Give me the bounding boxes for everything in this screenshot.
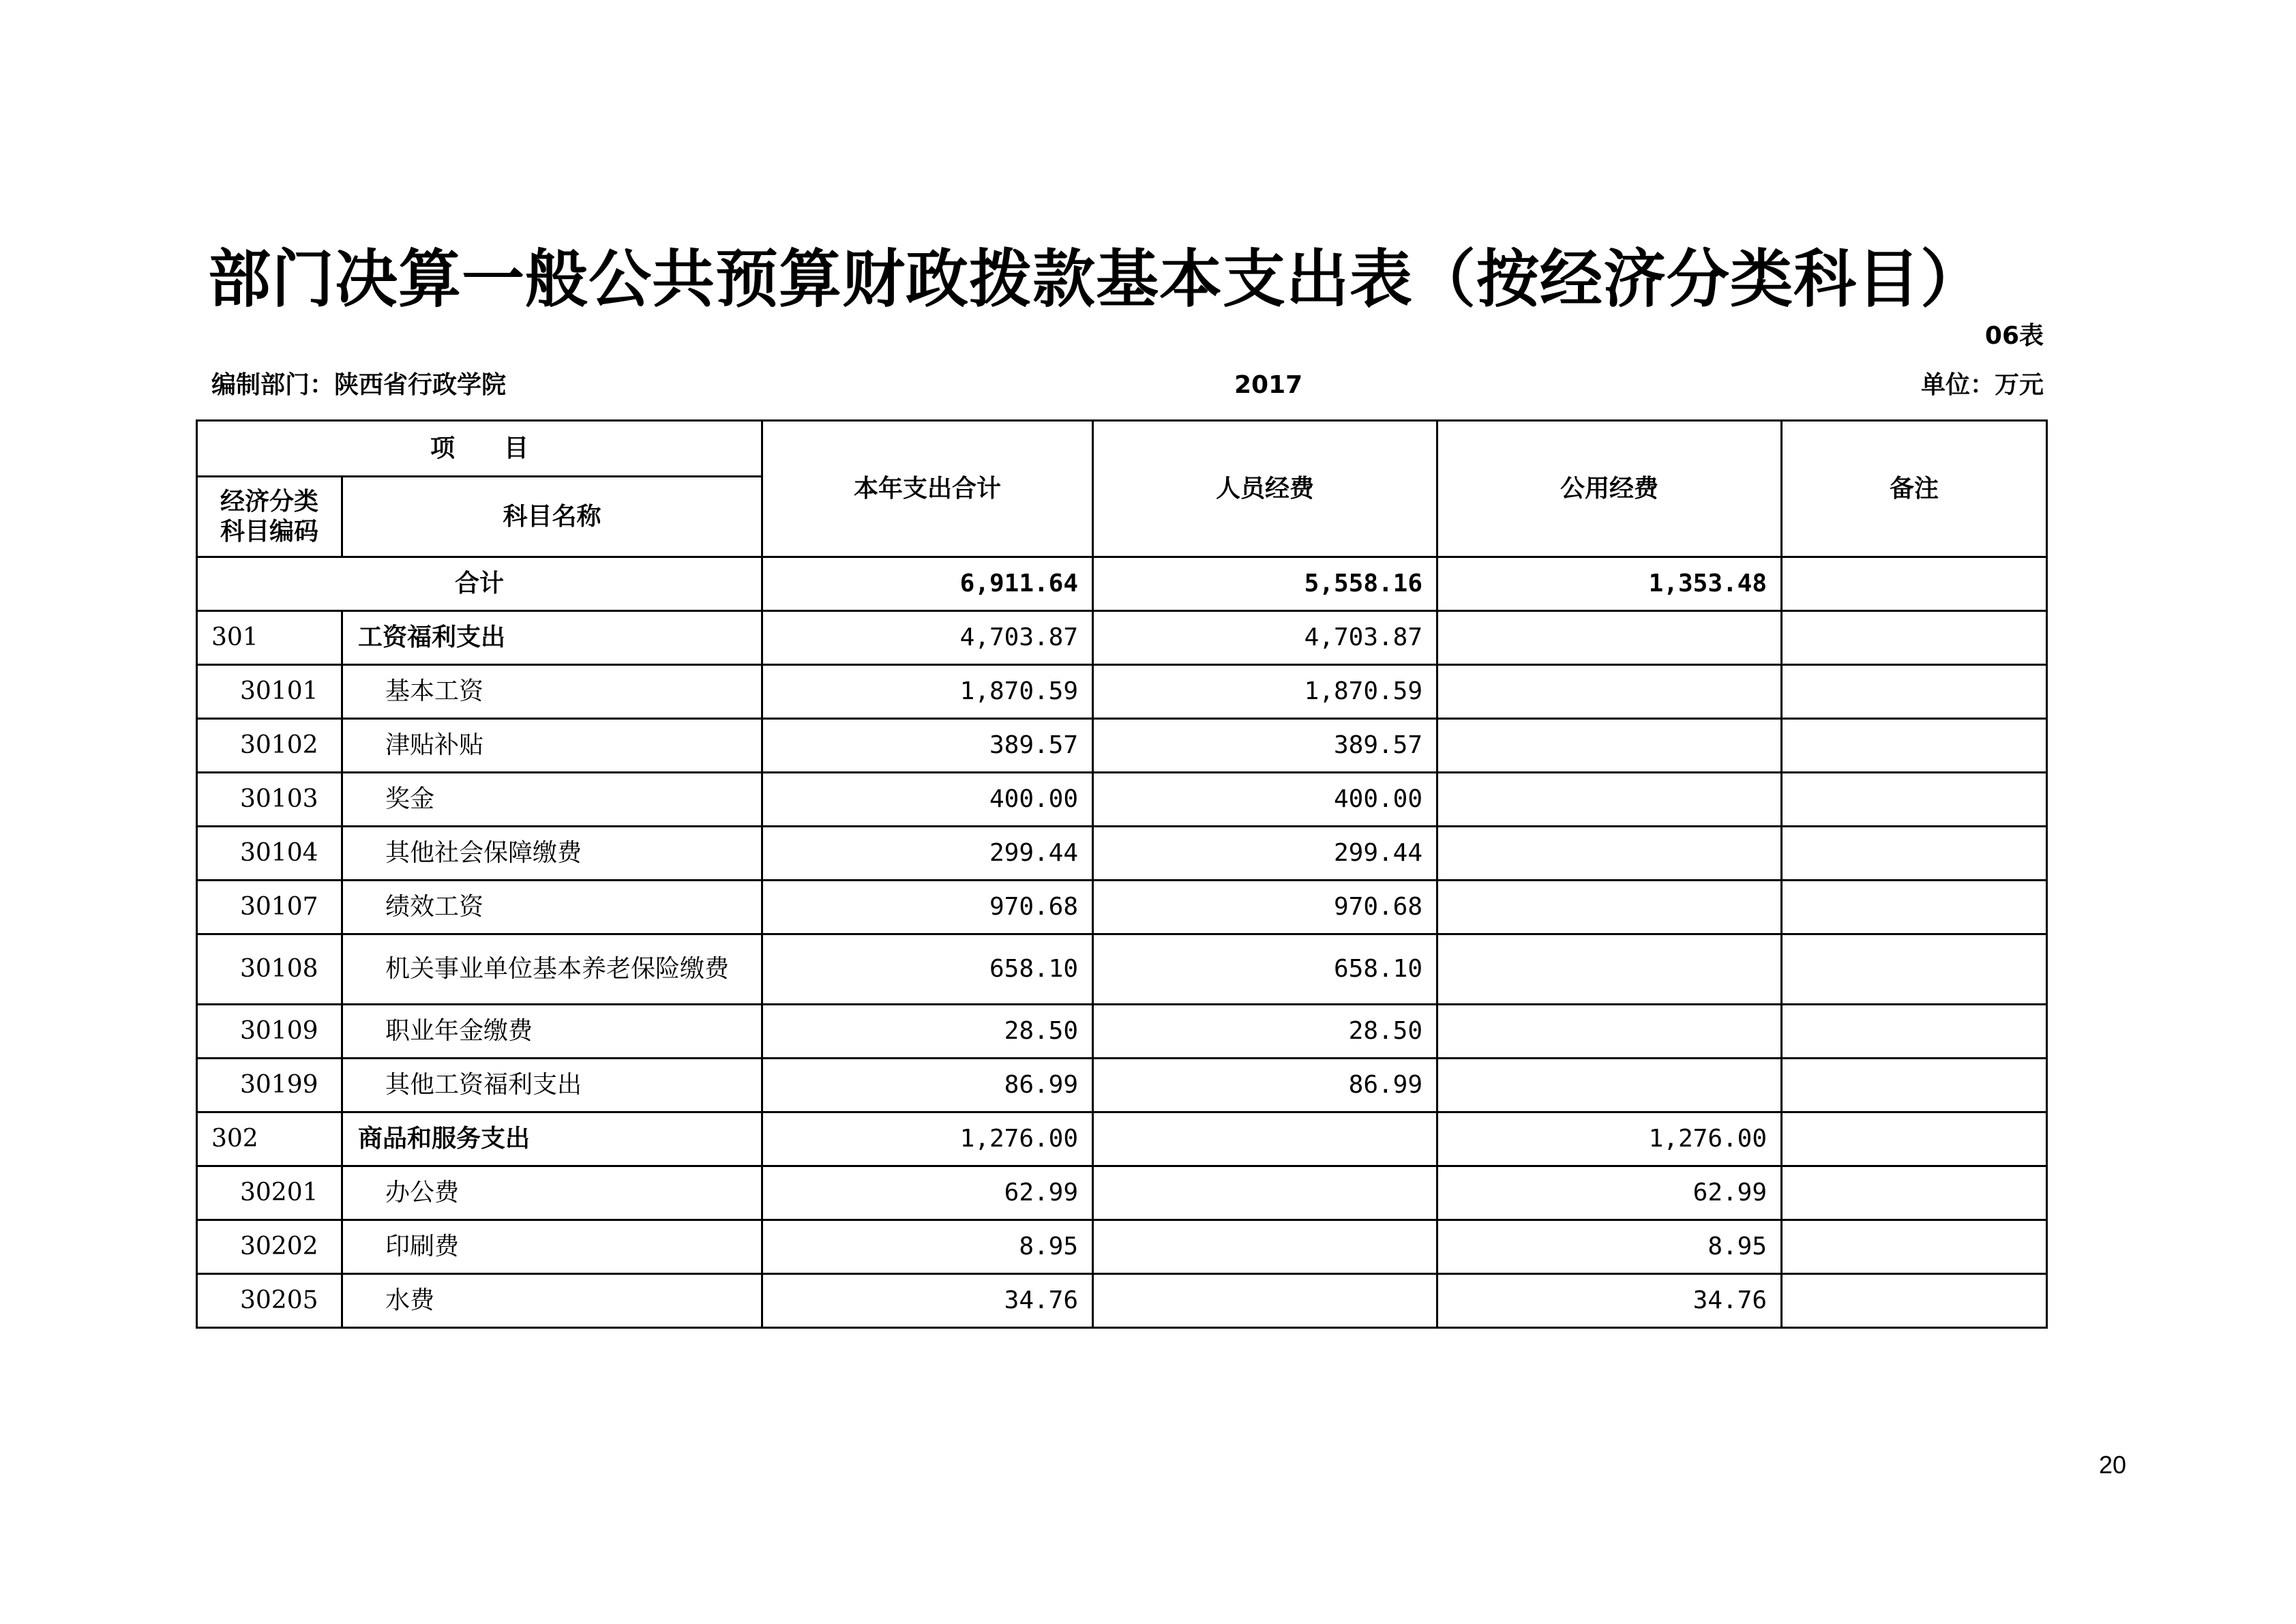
currency-unit: 单位：万元 [1920, 371, 2044, 399]
total-note [1782, 557, 2047, 611]
expenditure-table [196, 419, 2048, 1329]
header-code [197, 477, 342, 557]
row-name: 其他社会保障缴费 [342, 827, 762, 881]
row-personnel: 658.10 [1093, 934, 1437, 1005]
row-name: 职业年金缴费 [342, 1005, 762, 1059]
row-note [1782, 1166, 2047, 1220]
row-code: 301 [197, 611, 342, 665]
row-total: 299.44 [762, 827, 1093, 881]
row-code: 30107 [197, 881, 342, 934]
table-row [197, 1274, 2047, 1328]
row-public [1437, 1059, 1782, 1112]
row-name: 奖金 [342, 773, 762, 827]
row-note [1782, 1274, 2047, 1328]
report-year: 2017 [1234, 371, 1303, 399]
row-note [1782, 1059, 2047, 1112]
row-personnel: 389.57 [1093, 719, 1437, 773]
row-total: 970.68 [762, 881, 1093, 934]
row-personnel [1093, 1220, 1437, 1274]
row-personnel: 4,703.87 [1093, 611, 1437, 665]
row-total: 1,870.59 [762, 665, 1093, 719]
row-total: 1,276.00 [762, 1112, 1093, 1166]
table-row [197, 665, 2047, 719]
header-name: 科目名称 [342, 477, 762, 557]
row-code: 30109 [197, 1005, 342, 1059]
header-personnel: 人员经费 [1093, 421, 1437, 557]
header-item: 项 目 [197, 421, 762, 477]
row-note [1782, 1112, 2047, 1166]
row-code: 30201 [197, 1166, 342, 1220]
row-total: 28.50 [762, 1005, 1093, 1059]
table-row [197, 611, 2047, 665]
row-code: 30101 [197, 665, 342, 719]
row-total: 389.57 [762, 719, 1093, 773]
row-note [1782, 773, 2047, 827]
row-code: 30102 [197, 719, 342, 773]
row-total: 400.00 [762, 773, 1093, 827]
page-number: 20 [2099, 1451, 2127, 1479]
row-public [1437, 881, 1782, 934]
header-public: 公用经费 [1437, 421, 1782, 557]
row-code: 30108 [197, 934, 342, 1005]
header-total: 本年支出合计 [762, 421, 1093, 557]
row-public [1437, 827, 1782, 881]
row-code: 30103 [197, 773, 342, 827]
row-code: 30104 [197, 827, 342, 881]
row-note [1782, 881, 2047, 934]
table-row [197, 881, 2047, 934]
row-name: 津贴补贴 [342, 719, 762, 773]
row-public: 62.99 [1437, 1166, 1782, 1220]
row-total: 4,703.87 [762, 611, 1093, 665]
table-row [197, 1220, 2047, 1274]
row-total: 34.76 [762, 1274, 1093, 1328]
row-name: 印刷费 [342, 1220, 762, 1274]
row-personnel [1093, 1166, 1437, 1220]
row-total: 8.95 [762, 1220, 1093, 1274]
row-code: 302 [197, 1112, 342, 1166]
table-row [197, 1059, 2047, 1112]
row-note [1782, 827, 2047, 881]
row-public [1437, 1005, 1782, 1059]
row-personnel: 299.44 [1093, 827, 1437, 881]
row-public [1437, 719, 1782, 773]
row-personnel: 400.00 [1093, 773, 1437, 827]
row-note [1782, 934, 2047, 1005]
row-code: 30199 [197, 1059, 342, 1112]
row-total: 62.99 [762, 1166, 1093, 1220]
table-row [197, 1166, 2047, 1220]
row-personnel [1093, 1112, 1437, 1166]
row-personnel: 970.68 [1093, 881, 1437, 934]
row-name: 机关事业单位基本养老保险缴费 [342, 934, 762, 1005]
total-personnel: 5,558.16 [1093, 557, 1437, 611]
row-public [1437, 773, 1782, 827]
row-public: 34.76 [1437, 1274, 1782, 1328]
row-name: 商品和服务支出 [342, 1112, 762, 1166]
total-row [197, 557, 2047, 611]
row-name: 绩效工资 [342, 881, 762, 934]
table-row [197, 773, 2047, 827]
row-total: 86.99 [762, 1059, 1093, 1112]
row-code: 30205 [197, 1274, 342, 1328]
row-public [1437, 611, 1782, 665]
row-personnel: 28.50 [1093, 1005, 1437, 1059]
row-public: 1,276.00 [1437, 1112, 1782, 1166]
row-note [1782, 719, 2047, 773]
row-public [1437, 934, 1782, 1005]
table-row [197, 719, 2047, 773]
table-row [197, 1005, 2047, 1059]
row-personnel [1093, 1274, 1437, 1328]
total-public: 1,353.48 [1437, 557, 1782, 611]
preparing-department: 编制部门：陕西省行政学院 [211, 371, 507, 399]
row-name: 办公费 [342, 1166, 762, 1220]
row-personnel: 1,870.59 [1093, 665, 1437, 719]
row-code: 30202 [197, 1220, 342, 1274]
row-note [1782, 1220, 2047, 1274]
row-note [1782, 665, 2047, 719]
table-row [197, 934, 2047, 1005]
row-note [1782, 611, 2047, 665]
row-total: 658.10 [762, 934, 1093, 1005]
row-name: 基本工资 [342, 665, 762, 719]
table-number: 06表 [1984, 322, 2044, 350]
header-code-line1: 经济分类 [220, 487, 318, 516]
row-name: 其他工资福利支出 [342, 1059, 762, 1112]
row-name: 水费 [342, 1274, 762, 1328]
header-code-line2: 科目编码 [220, 517, 318, 546]
row-name: 工资福利支出 [342, 611, 762, 665]
row-note [1782, 1005, 2047, 1059]
header-note: 备注 [1782, 421, 2047, 557]
row-personnel: 86.99 [1093, 1059, 1437, 1112]
report-title: 部门决算一般公共预算财政拨款基本支出表（按经济分类科目） [208, 243, 1984, 316]
total-amount: 6,911.64 [762, 557, 1093, 611]
table-row [197, 827, 2047, 881]
table-row [197, 1112, 2047, 1166]
total-label: 合计 [197, 557, 762, 611]
row-public [1437, 665, 1782, 719]
row-public: 8.95 [1437, 1220, 1782, 1274]
